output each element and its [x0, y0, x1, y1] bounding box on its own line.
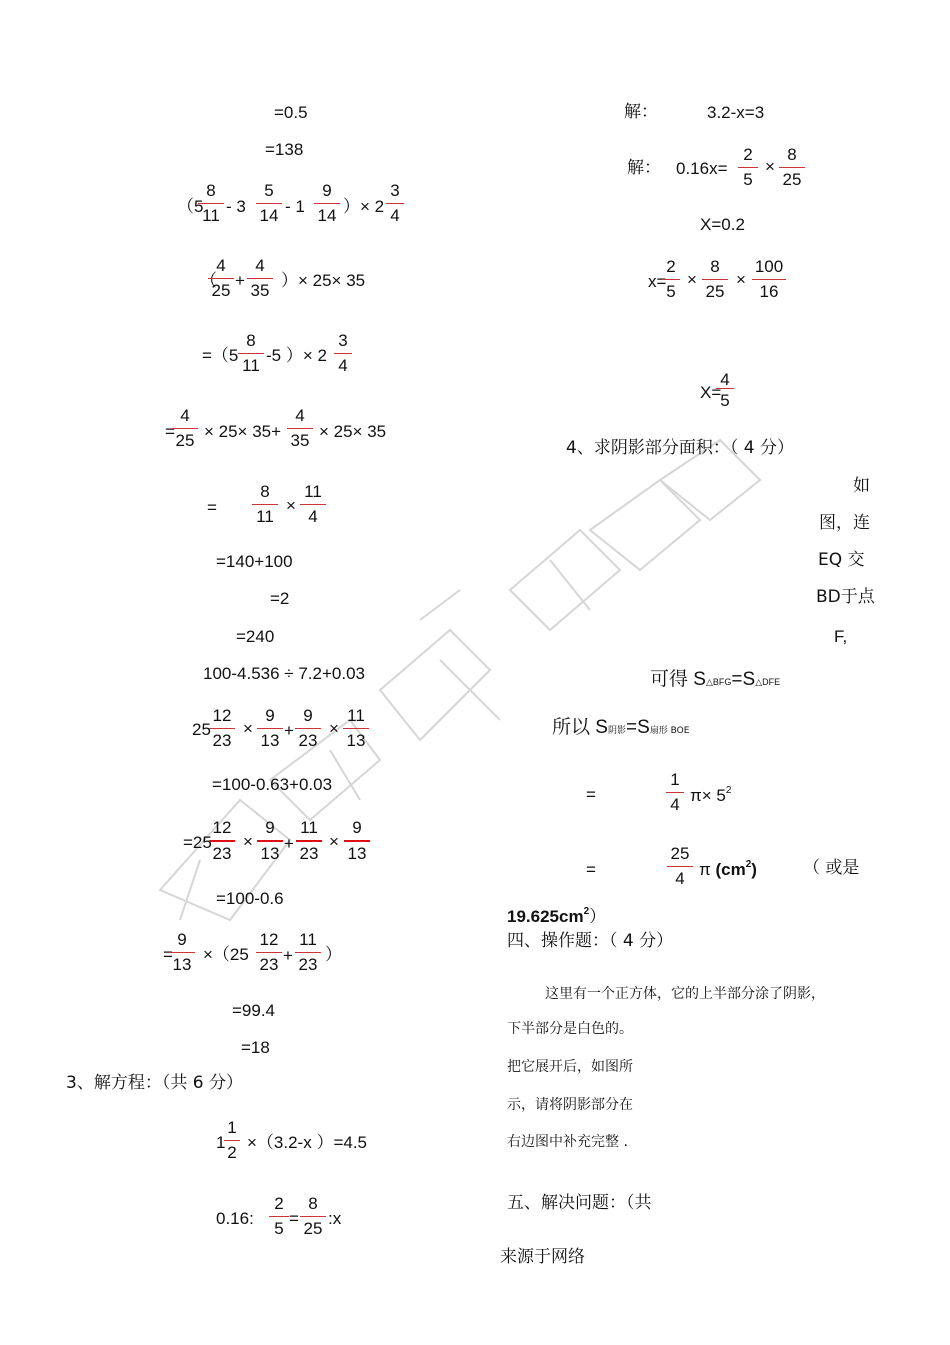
denominator: 13: [347, 844, 367, 863]
text: ×: [329, 832, 339, 851]
text: 19.625cm: [507, 907, 584, 926]
superscript: 2: [745, 859, 752, 870]
line-result: =99.4: [232, 1001, 276, 1020]
denominator: 5: [743, 170, 753, 189]
fraction: [295, 707, 321, 749]
denominator: 25: [782, 170, 802, 189]
denominator: 11: [256, 507, 274, 526]
fraction: [172, 407, 198, 449]
text: =: [586, 860, 596, 879]
fraction: [779, 146, 805, 188]
text: 解：: [624, 102, 658, 122]
denominator: 16: [759, 282, 779, 301]
numerator: 8: [252, 483, 278, 505]
fraction: [169, 931, 195, 973]
fraction: [198, 182, 224, 224]
text: ): [751, 860, 757, 879]
text: S: [742, 669, 756, 690]
text: ×: [329, 719, 339, 738]
text: × 25× 35+: [204, 422, 282, 441]
numerator: 11: [343, 707, 369, 729]
numerator: 8: [702, 258, 728, 280]
text: （5: [177, 197, 204, 216]
text: =25: [183, 833, 212, 852]
fraction: [667, 845, 693, 887]
denominator: 4: [670, 795, 680, 814]
text: +: [235, 271, 245, 290]
line-result: X=0.2: [700, 215, 745, 234]
text: ×: [286, 496, 296, 515]
numerator: 25: [667, 845, 693, 867]
line-result: =240: [236, 627, 275, 646]
fraction: [257, 707, 283, 749]
text: =: [731, 669, 743, 690]
numerator: 8: [779, 146, 805, 168]
line-expression: 100-4.536 ÷ 7.2+0.03: [203, 664, 365, 683]
paragraph-line: 把它展开后，如图所: [507, 1059, 633, 1075]
denominator: 13: [172, 955, 192, 974]
fraction: [256, 182, 282, 224]
section-heading: 四、操作题：（ 4 分）: [507, 931, 674, 951]
numerator: 3: [334, 332, 352, 354]
numerator: 2: [662, 258, 680, 280]
line-result: =138: [265, 140, 304, 159]
denominator: 5: [666, 282, 676, 301]
numerator: 4: [172, 407, 198, 429]
fraction: [344, 819, 370, 862]
numerator: 2: [269, 1195, 289, 1217]
section-heading: 五、解决问题：（共: [507, 1193, 652, 1213]
fraction: [738, 146, 758, 188]
area-relation: [552, 718, 689, 737]
numerator: 4: [247, 257, 273, 279]
text: ）× 25× 35: [281, 271, 366, 290]
text: ×: [243, 832, 253, 851]
text: =: [626, 717, 638, 738]
denominator: 14: [317, 206, 337, 225]
denominator: 25: [303, 1219, 323, 1238]
fraction: [247, 257, 273, 299]
denominator: 25: [175, 431, 195, 450]
line-result: =100-0.63+0.03: [212, 775, 333, 794]
text: ×: [687, 270, 697, 289]
numerator: 12: [209, 819, 235, 842]
text: 可得: [650, 668, 689, 690]
denominator: 11: [242, 356, 260, 375]
fraction: [300, 1195, 326, 1237]
denominator: 23: [298, 955, 318, 974]
text: （ 或是: [803, 858, 860, 878]
fraction: [287, 407, 313, 449]
text: =: [165, 422, 175, 441]
fraction: [257, 819, 283, 862]
text: 解：: [627, 158, 661, 178]
numerator: 9: [344, 819, 370, 842]
paragraph-line: 这里有一个正方体，它的上半部分涂了阴影，: [545, 986, 825, 1002]
numerator: 4: [716, 371, 734, 389]
numerator: 8: [300, 1195, 326, 1217]
text: =: [207, 498, 217, 517]
text: -5 ）× 2: [266, 346, 327, 365]
text: ）× 2: [343, 197, 385, 216]
fraction: [256, 931, 282, 973]
numerator: 2: [738, 146, 758, 168]
superscript: 2: [583, 906, 590, 917]
fraction: [752, 258, 786, 300]
text: 3.2-x=3: [707, 103, 765, 122]
text: x=: [648, 272, 667, 291]
text: ×: [736, 270, 746, 289]
denominator: 4: [308, 507, 318, 526]
numerator: 9: [314, 182, 340, 204]
denominator: 35: [290, 431, 310, 450]
fraction: [224, 1119, 240, 1161]
text: ×（3.2-x ）=4.5: [247, 1133, 368, 1152]
text: ×: [243, 719, 253, 738]
denominator: 25: [211, 281, 231, 300]
text-line: EQ 交: [818, 550, 865, 570]
line-result: =140+100: [216, 552, 293, 571]
fraction: [662, 258, 680, 300]
denominator: 13: [260, 844, 280, 863]
denominator: 2: [227, 1143, 237, 1162]
text: =: [163, 945, 173, 964]
fraction: [343, 707, 369, 749]
subscript: △DFE: [755, 677, 781, 687]
numerator: 1: [224, 1119, 240, 1141]
text: ）: [325, 945, 342, 964]
text: +: [284, 834, 294, 853]
superscript: 2: [725, 785, 732, 796]
text-line: BD于点: [816, 587, 875, 607]
fraction: [334, 332, 352, 374]
text: π: [699, 860, 711, 879]
text-line: F,: [834, 627, 848, 646]
fraction: [238, 332, 264, 374]
fraction: [252, 483, 278, 525]
text: π× 5: [690, 786, 726, 805]
line-result: =0.5: [274, 103, 308, 122]
denominator: 23: [212, 844, 232, 863]
fraction: [209, 707, 235, 749]
fraction: [666, 771, 684, 813]
numerator: 9: [295, 707, 321, 729]
paragraph-line: 下半部分是白色的。: [507, 1021, 633, 1037]
text: ×: [765, 157, 775, 176]
text-line: 图，连: [819, 513, 870, 533]
fraction: [269, 1195, 289, 1237]
denominator: 14: [259, 206, 279, 225]
numerator: 9: [257, 819, 283, 842]
fraction: [295, 931, 321, 973]
line-result: =100-0.6: [216, 889, 284, 908]
numerator: 9: [257, 707, 283, 729]
numerator: 9: [169, 931, 195, 953]
text: X=: [700, 383, 722, 402]
numerator: 11: [300, 483, 326, 505]
text: ）: [589, 907, 607, 926]
text: S: [637, 717, 650, 738]
text: 0.16x=: [676, 159, 728, 178]
text: =: [289, 1209, 299, 1228]
text: - 1: [285, 197, 305, 216]
text: +: [283, 946, 293, 965]
denominator: 23: [212, 731, 232, 750]
numerator: 4: [208, 257, 234, 279]
text: 25: [192, 720, 211, 739]
text: (cm: [715, 860, 746, 879]
fraction: [314, 182, 340, 224]
numerator: 11: [295, 931, 321, 953]
text: × 25× 35: [319, 422, 387, 441]
paragraph-line: 示，请将阴影部分在: [507, 1097, 633, 1113]
text: 1: [216, 1133, 226, 1152]
text-line: 如: [853, 476, 870, 496]
fraction: [209, 819, 235, 862]
fraction: [702, 258, 728, 300]
area-relation: [650, 670, 780, 689]
fraction: [208, 257, 234, 299]
denominator: 4: [675, 869, 685, 888]
text: =: [586, 785, 596, 804]
fraction: [296, 819, 322, 862]
numerator: 1: [666, 771, 684, 793]
text: S: [693, 669, 706, 690]
text: 0.16:: [216, 1209, 254, 1228]
denominator: 23: [299, 844, 319, 863]
numerator: 12: [209, 707, 235, 729]
denominator: 35: [250, 281, 270, 300]
numerator: 8: [198, 182, 224, 204]
numerator: 3: [386, 182, 404, 204]
denominator: 25: [705, 282, 725, 301]
text: [690, 786, 731, 804]
text: [699, 860, 757, 878]
denominator: 11: [202, 206, 220, 225]
denominator: 5: [274, 1219, 284, 1238]
denominator: 4: [338, 356, 348, 375]
numerator: 12: [256, 931, 282, 953]
fraction: [300, 483, 326, 525]
text: +: [284, 721, 294, 740]
fraction: [386, 182, 404, 224]
line-result: =2: [270, 589, 290, 608]
denominator: 5: [720, 391, 730, 410]
area-alt-value: [507, 907, 606, 925]
denominator: 4: [390, 206, 400, 225]
line-result: =18: [241, 1038, 270, 1057]
section-heading: 3、解方程：（共 6 分）: [66, 1073, 243, 1093]
footer-source: 来源于网络: [500, 1247, 585, 1267]
numerator: 100: [752, 258, 786, 280]
numerator: 4: [287, 407, 313, 429]
numerator: 8: [238, 332, 264, 354]
section-heading: 4、求阴影部分面积：（ 4 分）: [566, 438, 794, 458]
paragraph-line: 右边图中补充完整 .: [507, 1134, 628, 1150]
text: S: [595, 717, 608, 738]
text: :x: [328, 1209, 342, 1228]
denominator: 13: [346, 731, 366, 750]
denominator: 23: [298, 731, 318, 750]
text: =（5: [202, 346, 239, 365]
fraction: [716, 371, 734, 409]
subscript: 扇形 BOE: [649, 726, 690, 736]
text: 所以: [552, 716, 591, 738]
numerator: 5: [256, 182, 282, 204]
numerator: 11: [296, 819, 322, 842]
denominator: 23: [259, 955, 279, 974]
denominator: 13: [260, 731, 280, 750]
text: ×（25: [203, 945, 249, 964]
text: - 3: [226, 197, 246, 216]
text: （: [200, 271, 217, 290]
subscript: △BFG: [705, 677, 732, 687]
subscript: 阴影: [607, 726, 626, 736]
